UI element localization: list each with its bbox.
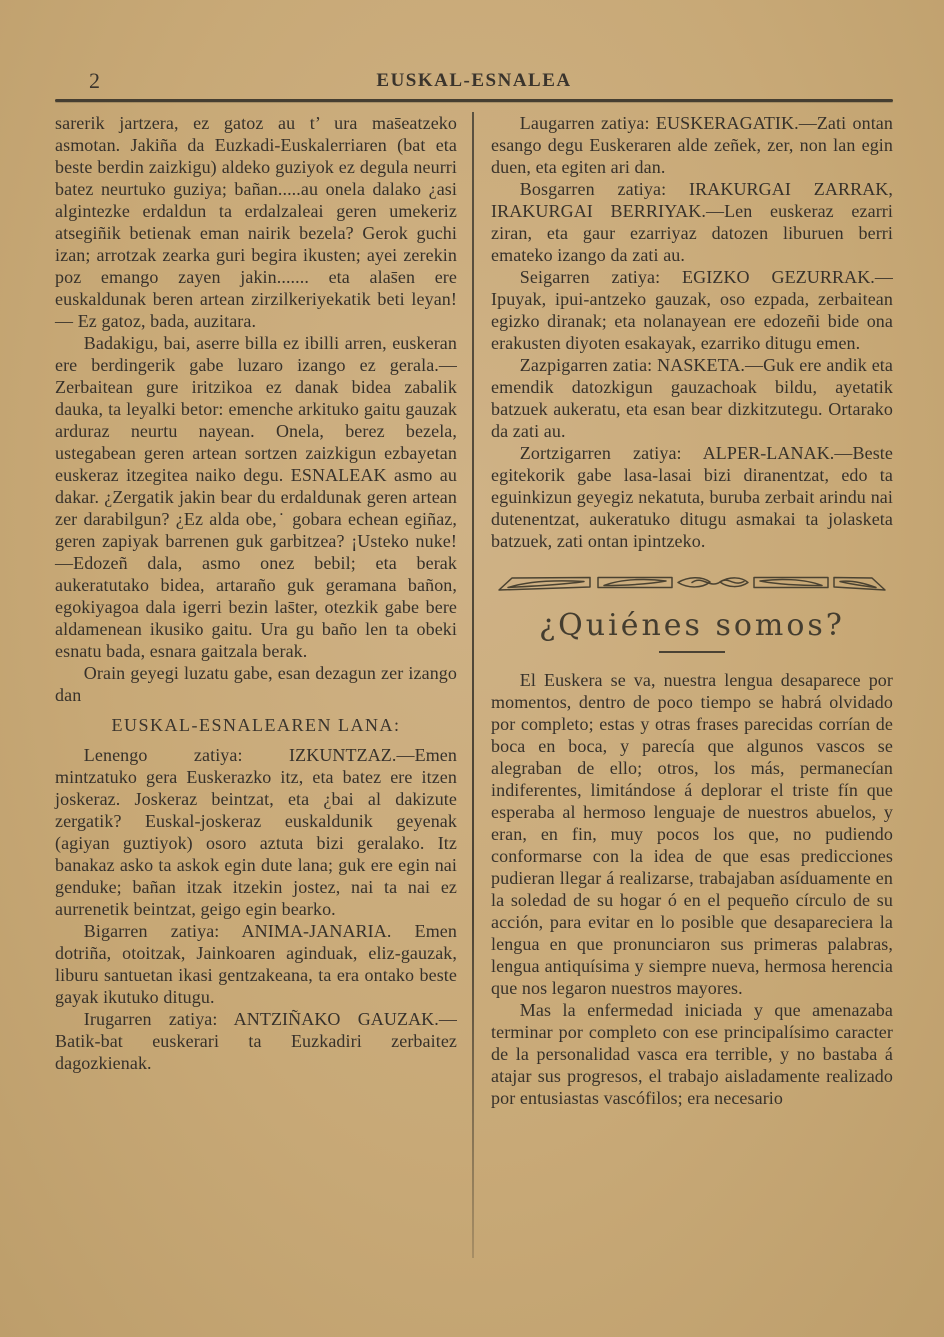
paragraph: Orain geyegi luzatu gabe, esan dezagun zer izango dan <box>55 663 457 705</box>
page-number: 2 <box>89 68 100 93</box>
paragraph: Zortzigarren zatiya: ALPER-LANAK.—Beste egitekorik gabe lasa-lasai bizi diranentzat, edo ta eguinkizun geyegiz nekatuta, buruba zerbait arindu nai dutenentzat, aukeratuko ditugu asmakai ta jolasketa batzuek, zati ontan ipintzeko. <box>491 443 893 551</box>
header-rule <box>55 99 893 102</box>
article-heading-rule <box>659 651 725 653</box>
art-nouveau-ornament-icon <box>496 568 888 598</box>
paragraph: Bigarren zatiya: ANIMA-JANARIA. Emen dotriña, otoitzak, Jainkoaren aginduak, eliz-gauzak, liburu santuetan ikasi gentzakeana, ta era ontako beste gayak ikutuko ditugu. <box>55 921 457 1007</box>
paragraph: El Euskera se va, nuestra lengua desaparece por momentos, dentro de poco tiempo se habrá olvidado por completo; estas y otras frases parecidas corrían de boca en boca, y parecía que algunos vascos se alegraban de ello; otros, los más, permanecían indiferentes, limitándose á deplorar el triste fín que esperaba al hermoso lenguaje de nuestros abuelos, y eran, en fin, muy pocos los que, no pudiendo conformarse con la idea de que esas predicciones pudieran llegar á realizarse, trabajaban asíduamente en la soledad de su hogar ó en el pequeño círculo de su acción, para evitar en lo posible que desapareciera la lengua en que pronunciaron sus primeras palabras, lengua antiquísima y siempre nueva, hermosa herencia que nos legaron nuestros mayores. <box>491 670 893 998</box>
page-header <box>55 68 893 96</box>
right-column <box>491 112 893 1109</box>
paragraph: sarerik jartzera, ez gatoz au t’ ura mas̄eatzeko asmotan. Jakiña da Euzkadi-Euskalerriaren (bat eta beste berdin zaizkigu) aldeko guziyok ez degula neurri batez neurtuko guziya; bañan.....au onela dalako ¿asi algintezke erdaldun ta erdalzaleai geren umekeriz atsegiñik betienak eman nairik bezela? Gerok guchi izan; arrotzak zearka guri begira ikusten; ayei zerekin poz emango zayen jakin....... eta alas̄en ere euskaldunak beren artean zirzilkeriyekatik beti leyan!— Ez gatoz, bada, auzitara. <box>55 113 457 331</box>
text-columns <box>55 112 893 1109</box>
paragraph: Mas la enfermedad iniciada y que amenazaba terminar por completo con ese principalísimo caracter de la personalidad vasca era terrible, y no bastaba á atajar sus progresos, el trabajo aisladamente realizado por entusiastas vascófilos; era necesario <box>491 1000 893 1108</box>
paragraph: Bosgarren zatiya: IRAKURGAI ZARRAK, IRAKURGAI BERRIYAK.—Len euskeraz ezarri ziran, eta gaur ezarriyaz datozen liburuen berri emateko izango da zati au. <box>491 179 893 265</box>
paragraph: Seigarren zatiya: EGIZKO GEZURRAK.— Ipuyak, ipui-antzeko gauzak, oso ezpada, zerbaitean egizko diranak; eta nolanayean ere edozeñi bide ona erakusten diyoten esakayak, ezarriko ditugu emen. <box>491 267 893 353</box>
paragraph: Zazpigarren zatia: NASKETA.—Guk ere andik eta emendik datozkigun gauzachoak bildu, ayetatik batzuek aukeratu, eta esan bear dizkitzutegu. Ortarako da zati au. <box>491 355 893 441</box>
section-heading: EUSKAL-ESNALEAREN LANA: <box>111 715 401 735</box>
paragraph: Badakigu, bai, aserre billa ez ibilli arren, euskeran ere berdingerik gabe luzaro izango ez gerala.—Zerbaitean gure iritzikoa ez danak bidea zabalik dauka, ta leyalki betor: emenche arkituko gaitu gauzak arduraz neurtu nayean. Onela, berez bezela, ustegabean geren artean sortzen zaizkigun ezbayetan euskeraz itzegitea naiko degu. ESNALEAK asmo au dakar. ¿Zergatik jakin bear du erdaldunak geren artean zer darabilgun? ¿Ez alda obe,˙ gobara echean egiñaz, geren zapiyak barrenen guk garbitzea? ¡Usteko nuke!—Edozeñ dala, asmo onez bebil; eta berak aukeratutako bidea, artaraño guk geramana bañon, egokiyagoa dala igerri bezin las̄ter, otezkik gabe bere aldamenean ikusiko gaitu. Ura gu baño len ta obeki esnatu bada, esnara gaitzala berak. <box>55 333 457 661</box>
paragraph: Irugarren zatiya: ANTZIÑAKO GAUZAK.— Batik-bat euskerari ta Euzkadiri zerbaitez dagozkienak. <box>55 1009 457 1073</box>
left-column <box>55 112 457 1109</box>
journal-title: EUSKAL-ESNALEA <box>376 70 572 91</box>
paragraph: Lenengo zatiya: IZKUNTZAZ.—Emen mintzatuko gera Euskerazko itz, eta batez ere itzen joskeraz. Joskeraz beintzat, eta ¿bai al dakizute zergatik? Euskal-joskeraz euskaldunik geyenak (agiyan guztiyok) osoro aztuta bizi geralako. Itz banakaz asko ta askok egin dute lana; guk ere egin nai genduke; bañan itzak itzekin jostez, nai ta nai ez aurrenetik beintzat, geigo egin bearko. <box>55 745 457 919</box>
paragraph: Laugarren zatiya: EUSKERAGATIK.—Zati ontan esango degu Euskeraren alde zeñek, zer, non lan egin duen, eta egiten ari dan. <box>491 113 893 177</box>
article-heading: ¿Quiénes somos? <box>539 608 845 643</box>
